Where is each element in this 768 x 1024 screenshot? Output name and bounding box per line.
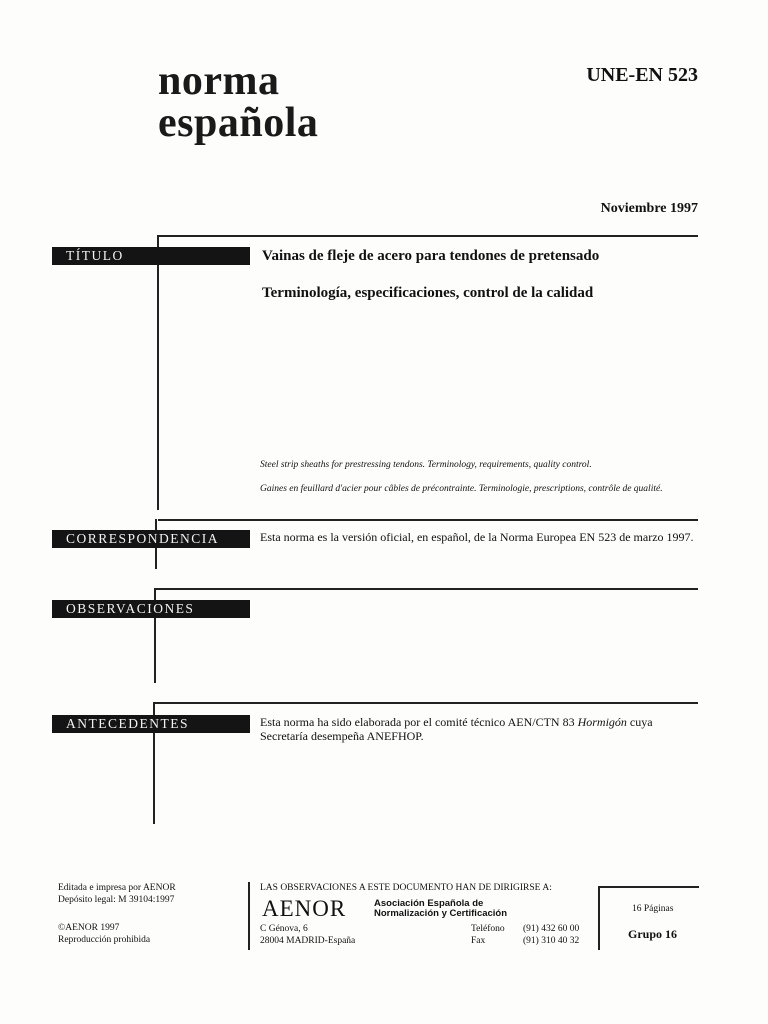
- aenor-name-line-1: Asociación Española de: [374, 898, 484, 909]
- fax-number: (91) 310 40 32: [523, 936, 580, 946]
- document-title: Vainas de fleje de acero para tendones de pretensado: [262, 248, 600, 264]
- antecedentes-text-part-1: Esta norma ha sido elaborada por el comité técnico AEN/CTN 83: [260, 715, 578, 729]
- antecedentes-label: ANTECEDENTES: [52, 715, 250, 733]
- page-count: 16 Páginas: [632, 904, 674, 914]
- brand-wordmark: [158, 60, 318, 144]
- antecedentes-top-rule: [155, 702, 698, 704]
- phone-number: (91) 432 60 00: [523, 924, 580, 934]
- document-subtitle: Terminología, especificaciones, control de la calidad: [262, 285, 594, 301]
- publication-date: Noviembre 1997: [600, 201, 698, 216]
- footer-divider-left: [248, 882, 250, 950]
- address: [260, 923, 355, 947]
- aenor-logo: AENOR: [262, 896, 347, 921]
- price-group: Grupo 16: [628, 927, 678, 941]
- address-line-2: 28004 MADRID-España: [260, 936, 356, 946]
- observaciones-top-rule: [156, 588, 698, 590]
- aenor-name-line-2: Normalización y Certificación: [374, 908, 508, 919]
- brand-line-1: norma: [158, 58, 280, 104]
- titulo-label: TÍTULO: [52, 247, 250, 265]
- standard-code: UNE-EN 523: [586, 64, 698, 86]
- contact-labels: [471, 923, 505, 947]
- antecedentes-text-part-2: cuya Secretaría desempeña ANEFHOP.: [260, 715, 653, 743]
- contact-heading: LAS OBSERVACIONES A ESTE DOCUMENTO HAN DE DIRIGIRSE A:: [260, 883, 552, 893]
- publisher-line: Editada e impresa por AENOR: [58, 883, 176, 893]
- correspondencia-text: Esta norma es la versión oficial, en español, de la Norma Europea EN 523 de marzo 1997.: [260, 530, 694, 544]
- titulo-side-rule: [157, 235, 159, 510]
- copyright-line: ©AENOR 1997: [58, 923, 120, 933]
- contact-values: [523, 923, 579, 947]
- pages-box-side-rule: [598, 886, 600, 950]
- legal-deposit-line: Depósito legal: M 39104:1997: [58, 895, 175, 905]
- pages-box-top-rule: [599, 886, 699, 888]
- publisher-info: [58, 882, 176, 906]
- aenor-full-name: [374, 899, 507, 919]
- reproduction-line: Reproducción prohibida: [58, 935, 151, 945]
- fax-label: Fax: [471, 936, 486, 946]
- titulo-top-rule: [158, 235, 698, 237]
- antecedentes-text: [260, 715, 700, 743]
- phone-label: Teléfono: [471, 924, 505, 934]
- title-english: Steel strip sheaths for prestressing tendons. Terminology, requirements, quality control.: [260, 460, 592, 470]
- brand-line-2: española: [158, 100, 319, 146]
- antecedentes-committee-name: Hormigón: [577, 715, 627, 729]
- observaciones-label: OBSERVACIONES: [52, 600, 250, 618]
- title-french: Gaines en feuillard d'acier pour câbles de précontrainte. Terminologie, prescriptions, contrôle de qualité.: [260, 484, 663, 494]
- address-line-1: C Génova, 6: [260, 924, 308, 934]
- correspondencia-top-rule: [158, 519, 698, 521]
- copyright-info: [58, 922, 150, 946]
- correspondencia-label: CORRESPONDENCIA: [52, 530, 250, 548]
